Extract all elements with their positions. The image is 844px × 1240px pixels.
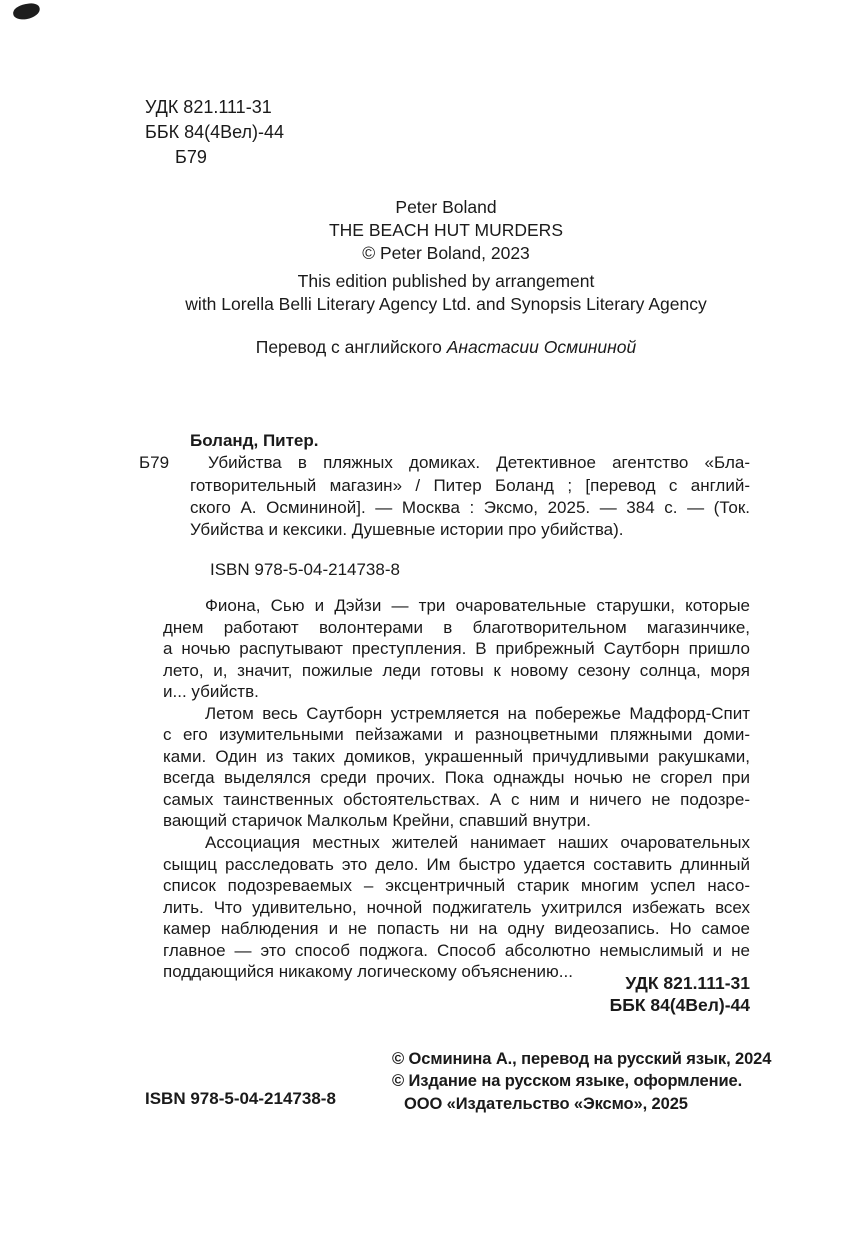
arrangement-line-1: This edition published by arrangement — [297, 271, 595, 291]
edition-notice — [140, 196, 752, 359]
annotation-paragraph-3 — [163, 832, 750, 983]
annotation-line: Ассоциация местных жителей нанимает наших очаровательных — [205, 833, 750, 853]
scan-artifact-mark — [12, 2, 41, 21]
annotation-line: с его изумительными пейзажами и разноцветными пляжными доми- — [163, 725, 750, 745]
publisher-line: ООО «Издательство «Эксмо», 2025 — [404, 1094, 688, 1113]
bottom-classification-block — [610, 972, 750, 1016]
translation-credit — [140, 336, 752, 359]
annotation-line: и... убийств. — [163, 682, 259, 702]
top-classification-block — [145, 95, 284, 170]
annotation-line: днем работают волонтерами в благотворительном магазинчике, — [163, 617, 750, 637]
edition-copyright-line: © Издание на русском языке, оформление. — [392, 1072, 743, 1091]
catalog-card — [139, 430, 750, 541]
arrangement-line-2: with Lorella Belli Literary Agency Ltd. and Synopsis Literary Agency — [185, 294, 707, 314]
author-sign-catalog: Б79 — [139, 453, 170, 473]
translator-name: Анастасии Осмининой — [446, 337, 637, 357]
annotation-line: вающий старичок Малкольм Крейни, спавший внутри. — [163, 811, 591, 831]
annotation-line: лить. Что удивительно, ночной поджигатель ухитрился избежать всех — [163, 897, 750, 917]
original-author: Peter Boland — [395, 197, 497, 217]
catalog-line: готворительный магазин» / Питер Боланд ; [перевод с англий- — [190, 475, 750, 495]
translation-copyright-line: © Осминина А., перевод на русский язык, 2024 — [392, 1050, 772, 1068]
catalog-line: Убийства и кексики. Душевные истории про убийства). — [190, 520, 624, 540]
annotation-line: камер наблюдения и не попасть ни на одну видеозапись. Но самое — [163, 919, 750, 939]
annotation-line: лето, и, значит, пожилые леди готовы к новому сезону солнца, моря — [163, 660, 750, 680]
annotation-line: поддающийся никакому логическому объяснению... — [163, 962, 573, 982]
original-copyright: © Peter Boland, 2023 — [362, 243, 530, 263]
udk-code-top: УДК 821.111-31 — [145, 97, 272, 117]
copyright-block — [392, 1048, 771, 1115]
annotation-line: Фиона, Сью и Дэйзи — три очаровательные старушки, которые — [205, 596, 750, 615]
catalog-line: Убийства в пляжных домиках. Детективное агентство «Бла- — [208, 453, 750, 473]
annotation-line: Летом весь Саутборн устремляется на побережье Мадфорд-Спит — [205, 703, 750, 723]
annotation-paragraph-2 — [163, 703, 750, 832]
udk-code-bottom: УДК 821.111-31 — [625, 973, 750, 993]
annotation-line: список подозреваемых – эксцентричный старик многим успел насо- — [163, 876, 750, 896]
bbk-code-top: ББК 84(4Вел)-44 — [145, 122, 285, 142]
annotation-line: ками. Один из таких домиков, украшенный причудливыми ракушками, — [163, 746, 750, 766]
isbn-bottom: ISBN 978-5-04-214738-8 — [145, 1089, 336, 1108]
annotation-line: всегда выделялся среди прочих. Пока однажды ночью не сгорел при — [163, 768, 750, 788]
translation-credit-prefix: Перевод с английского — [255, 337, 447, 357]
catalog-line: ского А. Осмининой]. — Москва : Эксмо, 2025. — 384 с. — (Ток. — [190, 497, 750, 517]
annotation-paragraph-1 — [163, 595, 750, 703]
annotation-line: сыщиц расследовать это дело. Им быстро удается составить длинный — [163, 854, 750, 874]
catalog-author-header: Боланд, Питер. — [190, 431, 319, 450]
original-title: THE BEACH HUT MURDERS — [328, 220, 563, 240]
annotation-line: самых таинственных обстоятельствах. А с ним и ничего не подозре- — [163, 789, 750, 809]
bbk-code-bottom: ББК 84(4Вел)-44 — [609, 995, 750, 1015]
author-sign-top: Б79 — [175, 147, 207, 167]
annotation-line: главное — это способ поджога. Способ абсолютно немыслимый и не — [163, 940, 750, 960]
annotation-block — [163, 595, 750, 983]
annotation-line: а ночью распутывают преступления. В прибрежный Саутборн пришло — [163, 639, 750, 659]
isbn-catalog: ISBN 978-5-04-214738-8 — [210, 560, 400, 579]
